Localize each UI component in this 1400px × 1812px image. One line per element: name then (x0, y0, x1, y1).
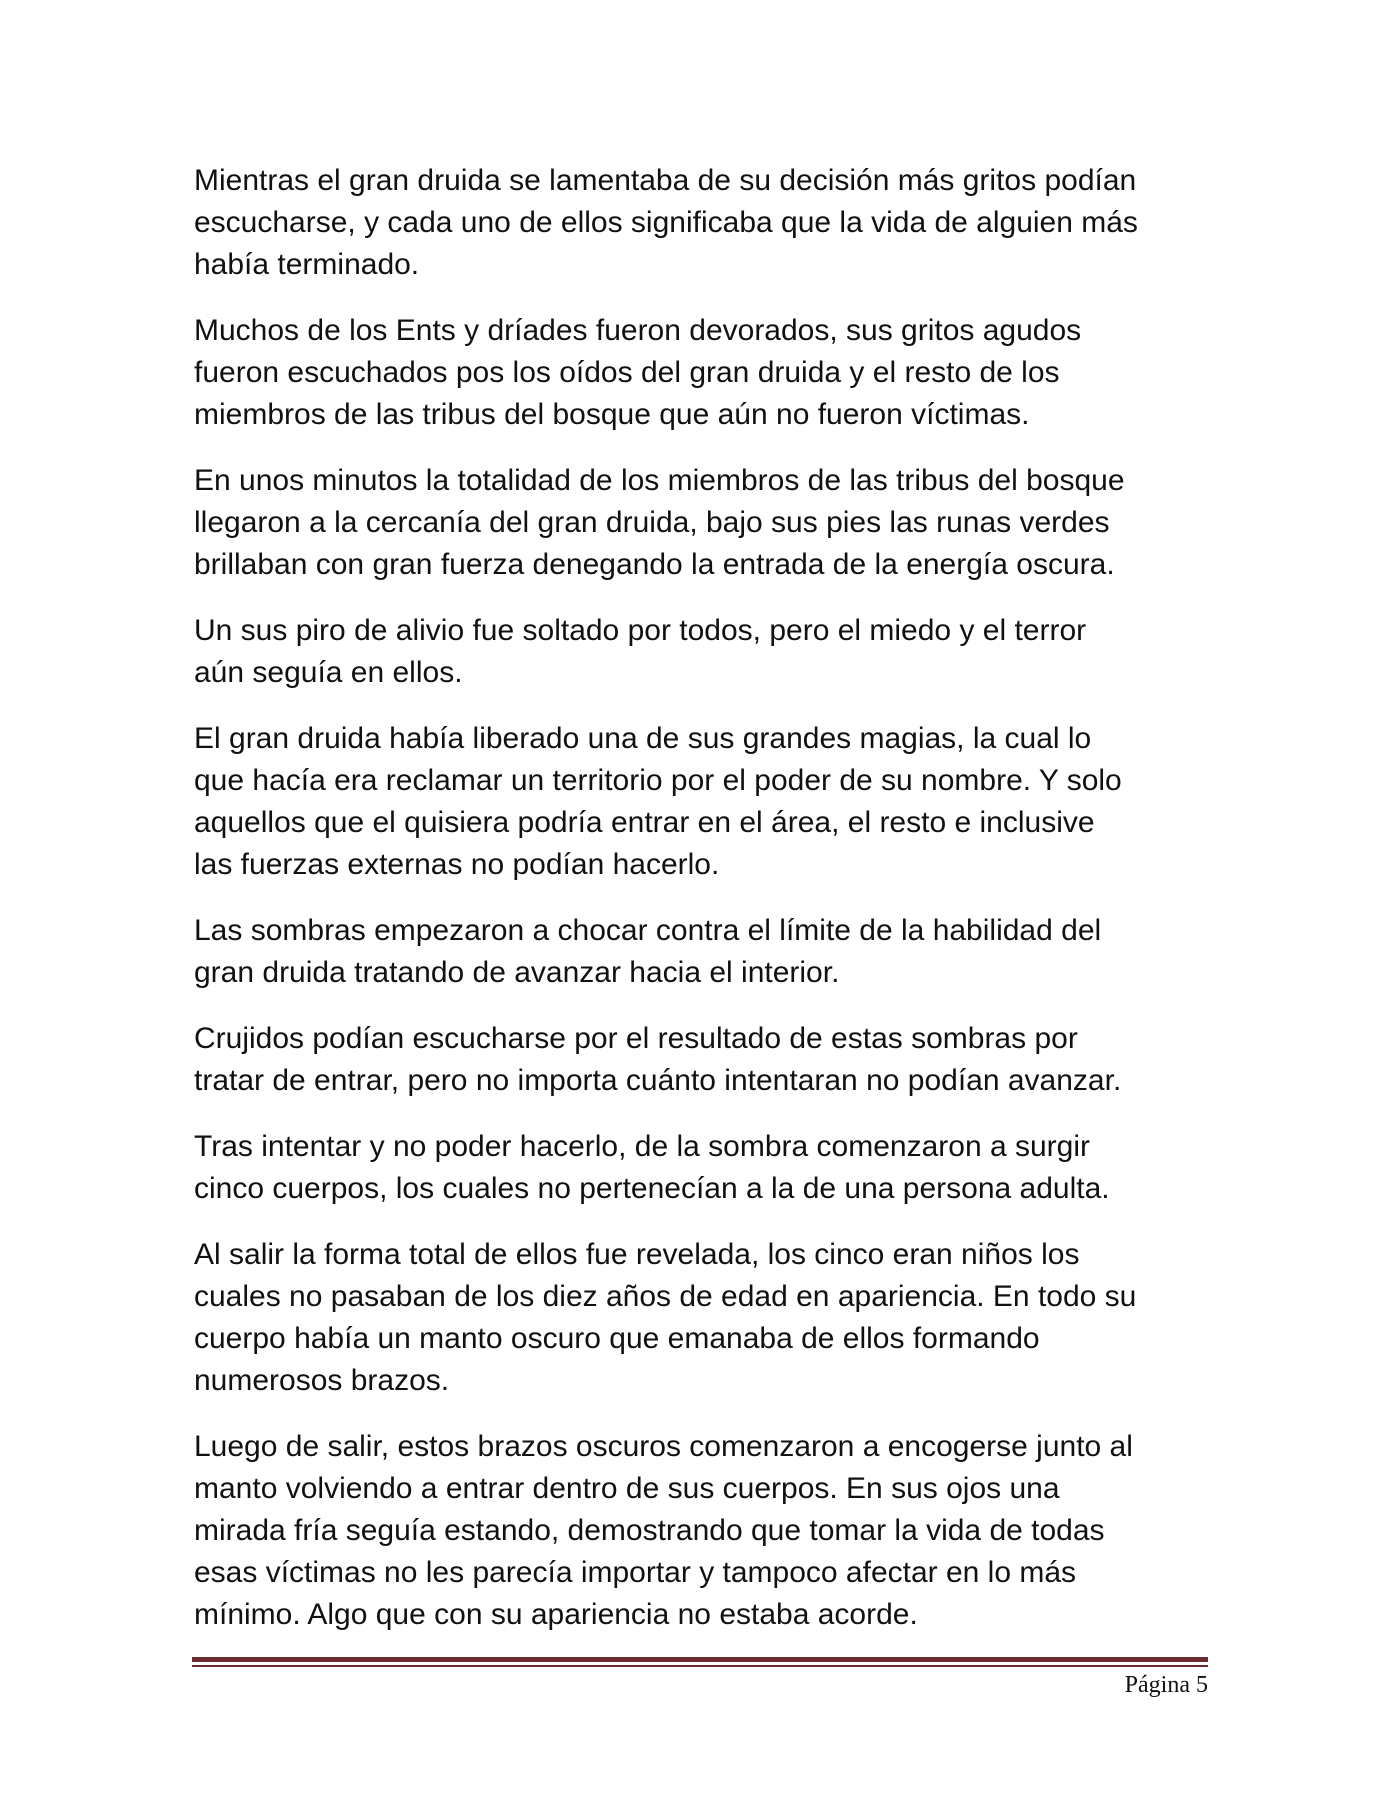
paragraph: Muchos de los Ents y dríades fueron devorados, sus gritos agudos fueron escuchados pos los oídos del gran druida y el resto de los miembros de las tribus del bosque que aún no fueron víctimas. (194, 314, 1082, 431)
paragraph: Tras intentar y no poder hacerlo, de la sombra comenzaron a surgir cinco cuerpos, los cuales no pertenecían a la de una persona adulta. (194, 1130, 1110, 1205)
paragraph: Un sus piro de alivio fue soltado por todos, pero el miedo y el terror aún seguía en ellos. (194, 614, 1087, 689)
footer-divider (192, 1657, 1208, 1667)
paragraph: Al salir la forma total de ellos fue revelada, los cinco eran niños los cuales no pasaban de los diez años de edad en apariencia. En todo su cuerpo había un manto oscuro que emanaba de ellos formando numerosos brazos. (194, 1238, 1137, 1397)
paragraph: Luego de salir, estos brazos oscuros comenzaron a encogerse junto al manto volviendo a entrar dentro de sus cuerpos. En sus ojos una mirada fría seguía estando, demostrando que tomar la vida de todas esas víctimas no les parecía importar y tampoco afectar en lo más mínimo. Algo que con su apariencia no estaba acorde. (194, 1430, 1133, 1631)
paragraph: Mientras el gran druida se lamentaba de su decisión más gritos podían escucharse, y cada uno de ellos significaba que la vida de alguien más había terminado. (194, 164, 1138, 281)
paragraph: Las sombras empezaron a chocar contra el límite de la habilidad del gran druida tratando de avanzar hacia el interior. (194, 914, 1102, 989)
footer-divider-thin (192, 1665, 1208, 1667)
page-body (194, 160, 1214, 1636)
paragraph: El gran druida había liberado una de sus grandes magias, la cual lo que hacía era reclamar un territorio por el poder de su nombre. Y solo aquellos que el quisiera podría entrar en el área, el resto e inclusive las fuerzas externas no podían hacerlo. (194, 722, 1122, 881)
paragraph: En unos minutos la totalidad de los miembros de las tribus del bosque llegaron a la cercanía del gran druida, bajo sus pies las runas verdes brillaban con gran fuerza denegando la entrada de la energía oscura. (194, 464, 1125, 581)
paragraph: Crujidos podían escucharse por el resultado de estas sombras por tratar de entrar, pero no importa cuánto intentaran no podían avanzar. (194, 1022, 1122, 1097)
page-number: Página 5 (1124, 1672, 1208, 1698)
